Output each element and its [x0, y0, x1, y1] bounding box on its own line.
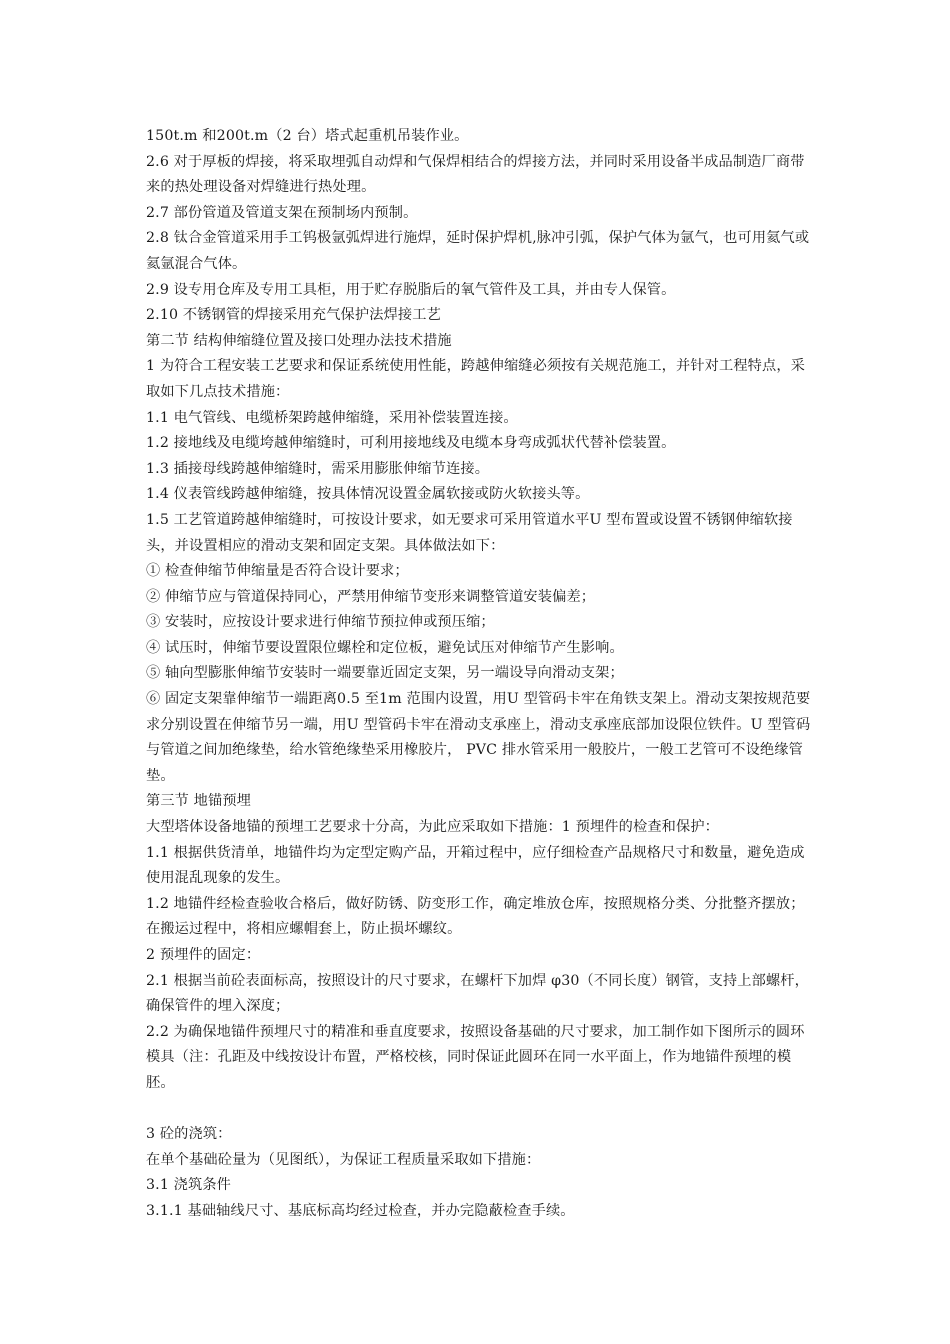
text-line: 1.3 插接母线跨越伸缩缝时，需采用膨胀伸缩节连接。: [146, 460, 490, 477]
text-line: 2.1 根据当前砼表面标高，按照设计的尺寸要求，在螺杆下加焊 φ30（不同长度）钢管，支持上部螺杆，确保管件的埋入深度；: [146, 972, 809, 1015]
text-line: 1.1 根据供货清单，地锚件均为定型定购产品，开箱过程中，应仔细检查产品规格尺寸和数量，避免造成使用混乱现象的发生。: [146, 844, 805, 887]
text-line: 2.6 对于厚板的焊接，将采取埋弧自动焊和气保焊相结合的焊接方法，并同时采用设备半成品制造厂商带来的热处理设备对焊缝进行热处理。: [146, 153, 805, 196]
text-line: 150t.m 和200t.m（2 台）塔式起重机吊装作业。: [146, 128, 469, 144]
list-item: ④ 试压时，伸缩节要设置限位螺栓和定位板，避免试压对伸缩节产生影响。: [146, 639, 624, 656]
list-item: ② 伸缩节应与管道保持同心，严禁用伸缩节变形来调整管道安装偏差；: [146, 588, 596, 605]
text-line: 2.2 为确保地锚件预埋尺寸的精准和垂直度要求，按照设备基础的尺寸要求，加工制作如下图所示的圆环模具（注：孔距及中线按设计布置，严格校核，同时保证此圆环在同一水平面上，作为地锚件预埋的模胚。: [146, 1023, 805, 1091]
text-line: 1.2 地锚件经检查验收合格后，做好防锈、防变形工作，确定堆放仓库，按照规格分类、分批整齐摆放；在搬运过程中，将相应螺帽套上，防止损坏螺纹。: [146, 895, 805, 938]
list-item: ⑥ 固定支架靠伸缩节一端距离0.5 至1m 范围内设置，用U 型管码卡牢在角铁支架上。滑动支架按规范要求分别设置在伸缩节另一端，用U 型管码卡牢在滑动支承座上，滑动支承座底部加设限位铁件。U 型管码与管道之间加绝缘垫，给水管绝缘垫采用橡胶片， PVC 排水管采用一般胶片，一般工艺管可不设绝缘管垫。: [146, 691, 811, 784]
list-item: ③ 安装时，应按设计要求进行伸缩节预拉伸或预压缩；: [146, 614, 495, 631]
section-heading: 第三节 地锚预埋: [146, 793, 252, 810]
text-line: 在单个基础砼量为（见图纸），为保证工程质量采取如下措施：: [146, 1151, 541, 1168]
text-line: 1.4 仪表管线跨越伸缩缝，按具体情况设置金属软接或防火软接头等。: [146, 486, 590, 503]
list-item: ⑤ 轴向型膨胀伸缩节安装时一端要靠近固定支架，另一端设导向滑动支架；: [146, 665, 624, 682]
text-line: 1 为符合工程安装工艺要求和保证系统使用性能，跨越伸缩缝必须按有关规范施工，并针对工程特点，采取如下几点技术措施：: [146, 358, 806, 400]
text-line: 2.8 钛合金管道采用手工钨极氩弧焊进行施焊，延时保护焊机,脉冲引弧，保护气体为氩气，也可用氦气或氦氩混合气体。: [146, 230, 810, 272]
text-line: 1.1 电气管线、电缆桥架跨越伸缩缝，采用补偿装置连接。: [146, 409, 518, 426]
blank-line: [146, 1097, 811, 1123]
text-line: 1.2 接地线及电缆垮越伸缩缝时，可利用接地线及电缆本身弯成弧状代替补偿装置。: [146, 435, 676, 452]
text-line: 2.7 部份管道及管道支架在预制场内预制。: [146, 204, 418, 221]
text-line: 3.1.1 基础轴线尺寸、基底标高均经过检查，并办完隐蔽检查手续。: [146, 1202, 575, 1219]
text-line: 2.10 不锈钢管的焊接采用充气保护法焊接工艺: [146, 307, 441, 324]
text-line: 2.9 设专用仓库及专用工具柜，用于贮存脱脂后的氧气管件及工具，并由专人保管。: [146, 281, 676, 298]
document-body: [146, 124, 811, 1225]
text-line: 大型塔体设备地锚的预埋工艺要求十分高，为此应采取如下措施：1 预埋件的检查和保护：: [146, 819, 720, 836]
section-heading: 第二节 结构伸缩缝位置及接口处理办法技术措施: [146, 332, 452, 349]
text-line: 3.1 浇筑条件: [146, 1177, 232, 1194]
text-line: 2 预埋件的固定：: [146, 947, 261, 963]
text-line: 1.5 工艺管道跨越伸缩缝时，可按设计要求，如无要求可采用管道水平U 型布置或设置不锈钢伸缩软接头，并设置相应的滑动支架和固定支架。具体做法如下：: [146, 511, 793, 554]
text-line: 3 砼的浇筑：: [146, 1126, 232, 1143]
list-item: ① 检查伸缩节伸缩量是否符合设计要求；: [146, 563, 409, 580]
